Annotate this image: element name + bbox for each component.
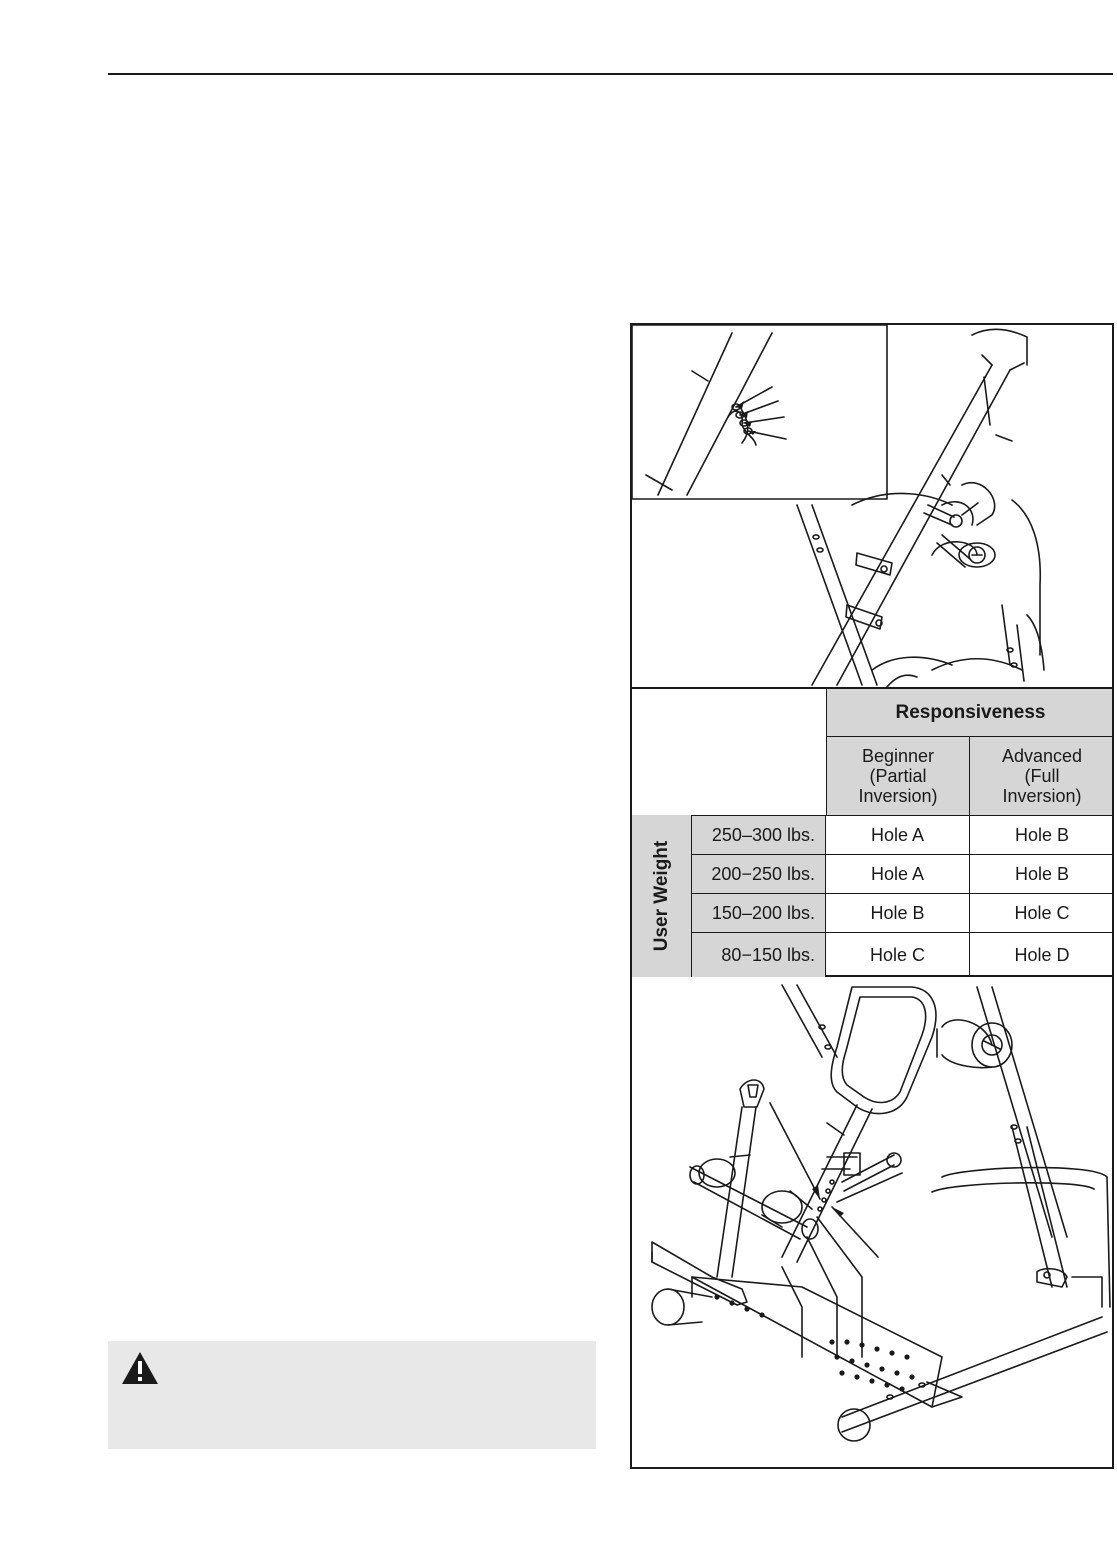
- weight-cell: 250–300 lbs.: [692, 816, 826, 855]
- column-header-advanced: Advanced (Full Inversion): [970, 737, 1114, 815]
- advanced-cell: Hole B: [970, 855, 1114, 894]
- assembly-figure: [630, 323, 1114, 1469]
- advanced-cell: Hole D: [1014, 945, 1070, 965]
- inset-detail-box: [632, 325, 887, 499]
- beginner-cell: Hole B: [826, 894, 970, 933]
- column-header-beginner: Beginner (Partial Inversion): [826, 737, 970, 815]
- responsiveness-header: Responsiveness: [826, 689, 1114, 737]
- weight-cell: 200−250 lbs.: [692, 855, 826, 894]
- bottom-illustration: [632, 977, 1112, 1467]
- warning-triangle-icon: [120, 1350, 160, 1386]
- beginner-cell: Hole A: [826, 855, 970, 894]
- beginner-cell: Hole A: [826, 816, 970, 855]
- user-weight-label: User Weight: [650, 840, 672, 952]
- weight-cell: 80−150 lbs.: [692, 933, 826, 977]
- user-weight-label-cell: [632, 815, 692, 977]
- beginner-cell: Hole C: [826, 933, 970, 977]
- top-illustration: [632, 325, 1112, 687]
- weight-cell: 150–200 lbs.: [692, 894, 826, 933]
- top-rule: [108, 73, 1113, 75]
- warning-box: [108, 1341, 596, 1449]
- advanced-cell: Hole B: [970, 816, 1114, 855]
- responsiveness-table: [632, 687, 1112, 977]
- advanced-cell: Hole C: [970, 894, 1114, 933]
